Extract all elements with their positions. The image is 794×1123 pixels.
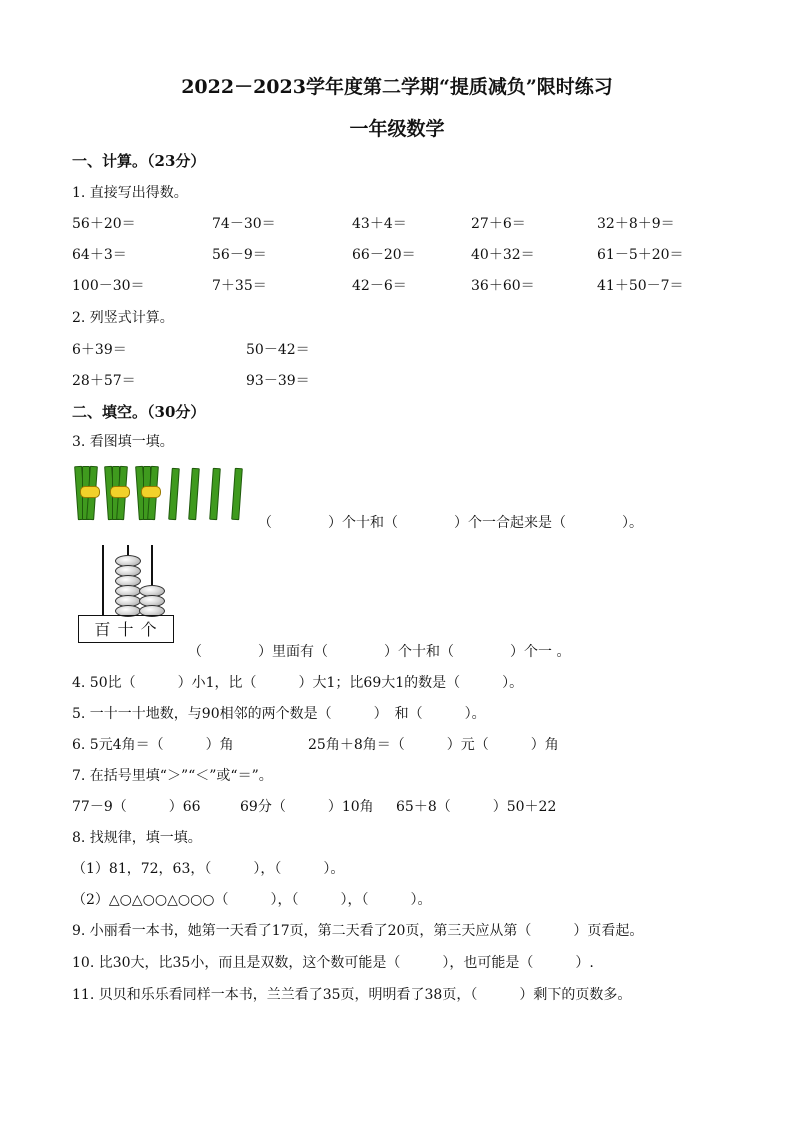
question-10: 10. 比30大，比35小，而且是双数，这个数可能是（ ），也可能是（ ）. (72, 955, 594, 971)
q1-item: 74－30＝ (212, 216, 276, 232)
single-stick-icon (209, 468, 221, 520)
q1-item: 61－5＋20＝ (597, 247, 684, 263)
q1-item: 64＋3＝ (72, 247, 127, 263)
question-8: 8. 找规律，填一填。 (72, 830, 202, 846)
single-stick-icon (231, 468, 243, 520)
question-6b: 25角＋8角＝（ ）元（ ）角 (308, 737, 559, 753)
q1-item: 56＋20＝ (72, 216, 136, 232)
question-3: 3. 看图填一填。 (72, 434, 174, 450)
q1-item: 36＋60＝ (471, 278, 535, 294)
q7-item: 69分（ ）10角 (240, 799, 374, 815)
q7-item: 77－9（ ）66 (72, 799, 201, 815)
q1-item: 100－30＝ (72, 278, 145, 294)
q1-item: 32＋8＋9＝ (597, 216, 675, 232)
abacus-place-labels: 百 十 个 (78, 615, 174, 643)
page-title: 2022－2023学年度第二学期“提质减负”限时练习 (181, 76, 613, 98)
q2-item: 93－39＝ (246, 373, 310, 389)
single-stick-icon (188, 468, 200, 520)
question-8-part-2: （2）△○△○○△○○○（ ），（ ），（ ）。 (72, 892, 432, 908)
question-3-line-2: （ ）里面有（ ）个十和（ ）个一 。 (188, 644, 571, 660)
question-8-part-1: （1）81，72，63，（ ），（ ）。 (72, 861, 345, 877)
question-4: 4. 50比（ ）小1，比（ ）大1；比69大1的数是（ ）。 (72, 675, 524, 691)
q7-item: 65＋8（ ）50＋22 (396, 799, 557, 815)
q2-item: 50－42＝ (246, 342, 310, 358)
q2-item: 6＋39＝ (72, 342, 127, 358)
q1-item: 43＋4＝ (352, 216, 407, 232)
question-9: 9. 小丽看一本书，她第一天看了17页，第二天看了20页，第三天应从第（ ）页看起。 (72, 923, 644, 939)
question-7: 7. 在括号里填“＞”“＜”或“＝”。 (72, 768, 273, 784)
q1-item: 7＋35＝ (212, 278, 267, 294)
question-5: 5. 一十一十地数，与90相邻的两个数是（ ） 和（ ）。 (72, 706, 486, 722)
single-stick-icon (168, 468, 180, 520)
abacus-rod-hundreds (102, 545, 104, 615)
question-2: 2. 列竖式计算。 (72, 310, 174, 326)
section-2-heading: 二、填空。（30分） (72, 403, 206, 421)
q1-item: 42－6＝ (352, 278, 407, 294)
q1-item: 41＋50－7＝ (597, 278, 684, 294)
page-subtitle: 一年级数学 (349, 118, 445, 140)
question-3-line-1: （ ）个十和（ ）个一合起来是（ ）。 (258, 515, 643, 531)
question-6a: 6. 5元4角＝（ ）角 (72, 737, 234, 753)
q1-item: 66－20＝ (352, 247, 416, 263)
q1-item: 40＋32＝ (471, 247, 535, 263)
q1-item: 56－9＝ (212, 247, 267, 263)
question-11: 11. 贝贝和乐乐看同样一本书，兰兰看了35页，明明看了38页，（ ）剩下的页数多。 (72, 987, 632, 1003)
q2-item: 28＋57＝ (72, 373, 136, 389)
q1-item: 27＋6＝ (471, 216, 526, 232)
question-1: 1. 直接写出得数。 (72, 185, 188, 201)
section-1-heading: 一、计算。（23分） (72, 152, 206, 170)
